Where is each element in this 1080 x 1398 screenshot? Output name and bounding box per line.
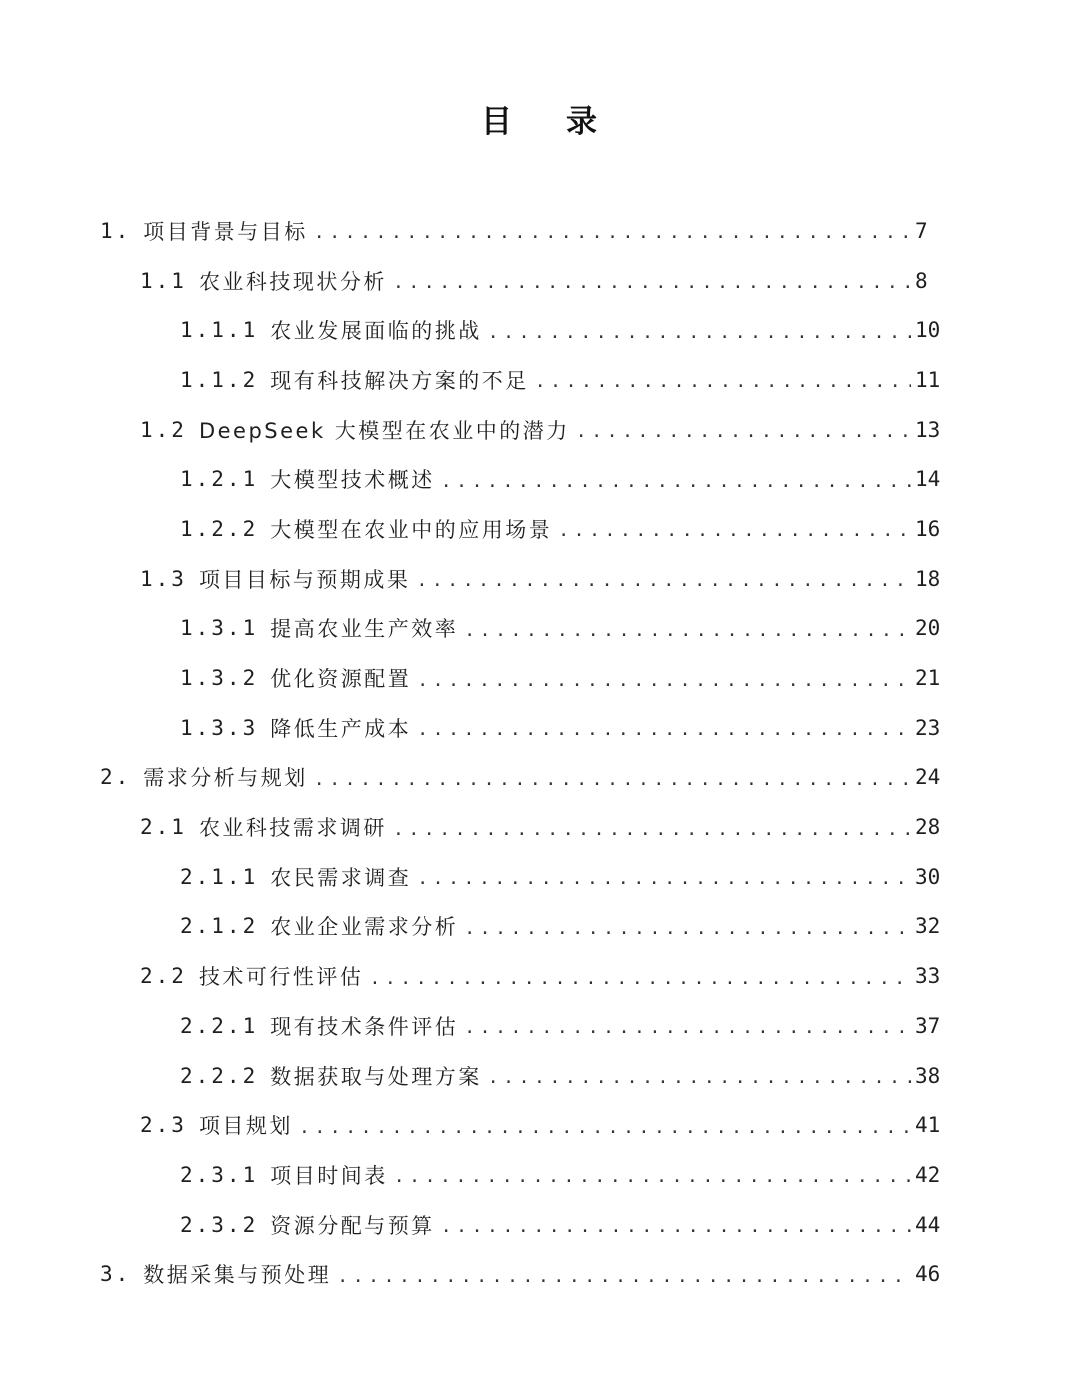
toc-entry-page-number: 8	[915, 268, 928, 293]
toc-entry-number: 2.2.2	[180, 1063, 259, 1088]
toc-entry-title: 现有技术条件评估	[270, 1014, 459, 1039]
toc-entry-title: 降低生产成本	[270, 716, 412, 741]
toc-entry-page-number: 28	[915, 815, 941, 840]
dot-leader	[464, 918, 911, 939]
toc-entry-title: 农业科技需求调研	[198, 816, 387, 841]
toc-entry-level-2[interactable]	[0, 554, 1080, 604]
toc-entry-page-number: 18	[915, 566, 941, 591]
toc-entry-page-number: 10	[915, 318, 941, 343]
toc-entry-title: 项目背景与目标	[143, 219, 308, 244]
toc-entry-page-number: 30	[915, 864, 941, 889]
toc-entry-level-3[interactable]	[0, 454, 1080, 504]
toc-entry-page-number: 23	[915, 715, 941, 740]
toc-entry-number: 1.3.3	[180, 715, 259, 740]
toc-entry-level-3[interactable]	[0, 604, 1080, 654]
toc-entry-page-number: 11	[915, 367, 941, 392]
title-char-2: 录	[566, 104, 599, 140]
toc-entry-number: 1.3.1	[180, 616, 259, 641]
toc-entry-level-3[interactable]	[0, 703, 1080, 753]
toc-entry-number: 2.2	[140, 964, 187, 989]
toc-entry-level-2[interactable]	[0, 802, 1080, 852]
toc-entry-level-1[interactable]	[0, 206, 1080, 256]
toc-entry-level-3[interactable]	[0, 1001, 1080, 1051]
toc-entry-title: 农业企业需求分析	[270, 915, 459, 940]
toc-entry-title: 现有科技解决方案的不足	[270, 368, 529, 393]
toc-entry-number: 1.2.1	[180, 467, 259, 492]
toc-entry-number: 1.1.2	[180, 367, 259, 392]
toc-entry-page-number: 33	[915, 964, 941, 989]
toc-entry-level-1[interactable]	[0, 1249, 1080, 1299]
toc-entry-number: 3.	[100, 1262, 132, 1287]
toc-entry-title: 数据获取与处理方案	[270, 1064, 482, 1089]
toc-entry-title: DeepSeek 大模型在农业中的潜力	[198, 418, 570, 443]
toc-entry-number: 2.1.2	[180, 914, 259, 939]
page-title	[0, 96, 1080, 141]
dot-leader	[558, 520, 911, 541]
toc-entry-number: 2.3	[140, 1113, 187, 1138]
dot-leader	[416, 570, 911, 591]
toc-entry-level-1[interactable]	[0, 753, 1080, 803]
toc-entry-title: 提高农业生产效率	[270, 617, 459, 642]
toc-entry-level-2[interactable]	[0, 951, 1080, 1001]
dot-leader	[337, 1266, 911, 1287]
toc-entry-number: 2.3.1	[180, 1162, 259, 1187]
toc-entry-title: 大模型在农业中的应用场景	[270, 517, 553, 542]
toc-entry-number: 1.2	[140, 417, 187, 442]
toc-entry-number: 2.3.2	[180, 1212, 259, 1237]
toc-entry-number: 1.3.2	[180, 666, 259, 691]
dot-leader	[464, 620, 911, 641]
toc-entry-page-number: 44	[915, 1212, 941, 1237]
toc-entry-page-number: 42	[915, 1162, 941, 1187]
toc-entry-level-3[interactable]	[0, 504, 1080, 554]
toc-entry-title: 数据采集与预处理	[143, 1263, 332, 1288]
dot-leader	[393, 272, 911, 293]
toc-entry-number: 1.3	[140, 566, 187, 591]
toc-entry-page-number: 46	[915, 1262, 941, 1287]
toc-entry-number: 2.1	[140, 815, 187, 840]
toc-entry-page-number: 16	[915, 516, 941, 541]
dot-leader	[464, 1017, 911, 1038]
toc-entry-page-number: 38	[915, 1063, 941, 1088]
toc-entry-page-number: 21	[915, 666, 941, 691]
toc-entry-level-2[interactable]	[0, 405, 1080, 455]
dot-leader	[441, 471, 911, 492]
toc-entry-number: 1.2.2	[180, 516, 259, 541]
dot-leader	[394, 1166, 911, 1187]
dot-leader	[488, 1067, 911, 1088]
toc-entry-title: 优化资源配置	[270, 667, 412, 692]
dot-leader	[417, 670, 911, 691]
toc-entry-page-number: 20	[915, 616, 941, 641]
toc-entry-level-3[interactable]	[0, 653, 1080, 703]
toc-entry-level-2[interactable]	[0, 1100, 1080, 1150]
dot-leader	[314, 222, 911, 243]
toc-entry-level-2[interactable]	[0, 256, 1080, 306]
toc-entry-level-3[interactable]	[0, 1200, 1080, 1250]
toc-entry-title: 农业科技现状分析	[198, 269, 387, 294]
dot-leader	[441, 1216, 911, 1237]
dot-leader	[299, 1117, 911, 1138]
dot-leader	[314, 769, 911, 790]
dot-leader	[535, 371, 911, 392]
toc-entry-level-3[interactable]	[0, 852, 1080, 902]
toc-entry-title: 农业发展面临的挑战	[270, 319, 482, 344]
dot-leader	[488, 322, 911, 343]
title-char-1: 目	[481, 104, 514, 140]
toc-entry-number: 2.	[100, 765, 132, 790]
toc-entry-title: 大模型技术概述	[270, 468, 435, 493]
toc-entry-title: 项目目标与预期成果	[198, 567, 411, 592]
toc-entry-title: 项目时间表	[270, 1163, 388, 1188]
toc-entry-page-number: 32	[915, 914, 941, 939]
toc-entry-number: 2.2.1	[180, 1013, 259, 1038]
toc-entry-level-3[interactable]	[0, 305, 1080, 355]
toc-entry-title: 技术可行性评估	[198, 965, 364, 990]
toc-entry-number: 2.1.1	[180, 864, 259, 889]
toc-entry-page-number: 41	[915, 1113, 941, 1138]
toc-entry-page-number: 24	[915, 765, 941, 790]
dot-leader	[417, 868, 911, 889]
toc-entry-title: 农民需求调查	[270, 865, 412, 890]
toc-entry-number: 1.	[100, 218, 132, 243]
dot-leader	[576, 421, 911, 442]
toc-entry-level-3[interactable]	[0, 1051, 1080, 1101]
toc-entry-title: 项目规划	[198, 1114, 293, 1139]
dot-leader	[393, 819, 911, 840]
toc-entry-number: 1.1.1	[180, 318, 259, 343]
dot-leader	[369, 968, 911, 989]
toc-entry-level-3[interactable]	[0, 355, 1080, 405]
toc-entry-page-number: 13	[915, 417, 941, 442]
toc-entry-page-number: 14	[915, 467, 941, 492]
toc-entry-page-number: 37	[915, 1013, 941, 1038]
toc-entry-title: 需求分析与规划	[143, 766, 308, 791]
toc-entry-title: 资源分配与预算	[270, 1213, 435, 1238]
dot-leader	[417, 719, 911, 740]
toc-entry-level-3[interactable]	[0, 1150, 1080, 1200]
toc-entry-page-number: 7	[915, 218, 928, 243]
toc-entry-number: 1.1	[140, 268, 187, 293]
table-of-contents	[0, 206, 1080, 1299]
toc-entry-level-3[interactable]	[0, 902, 1080, 952]
